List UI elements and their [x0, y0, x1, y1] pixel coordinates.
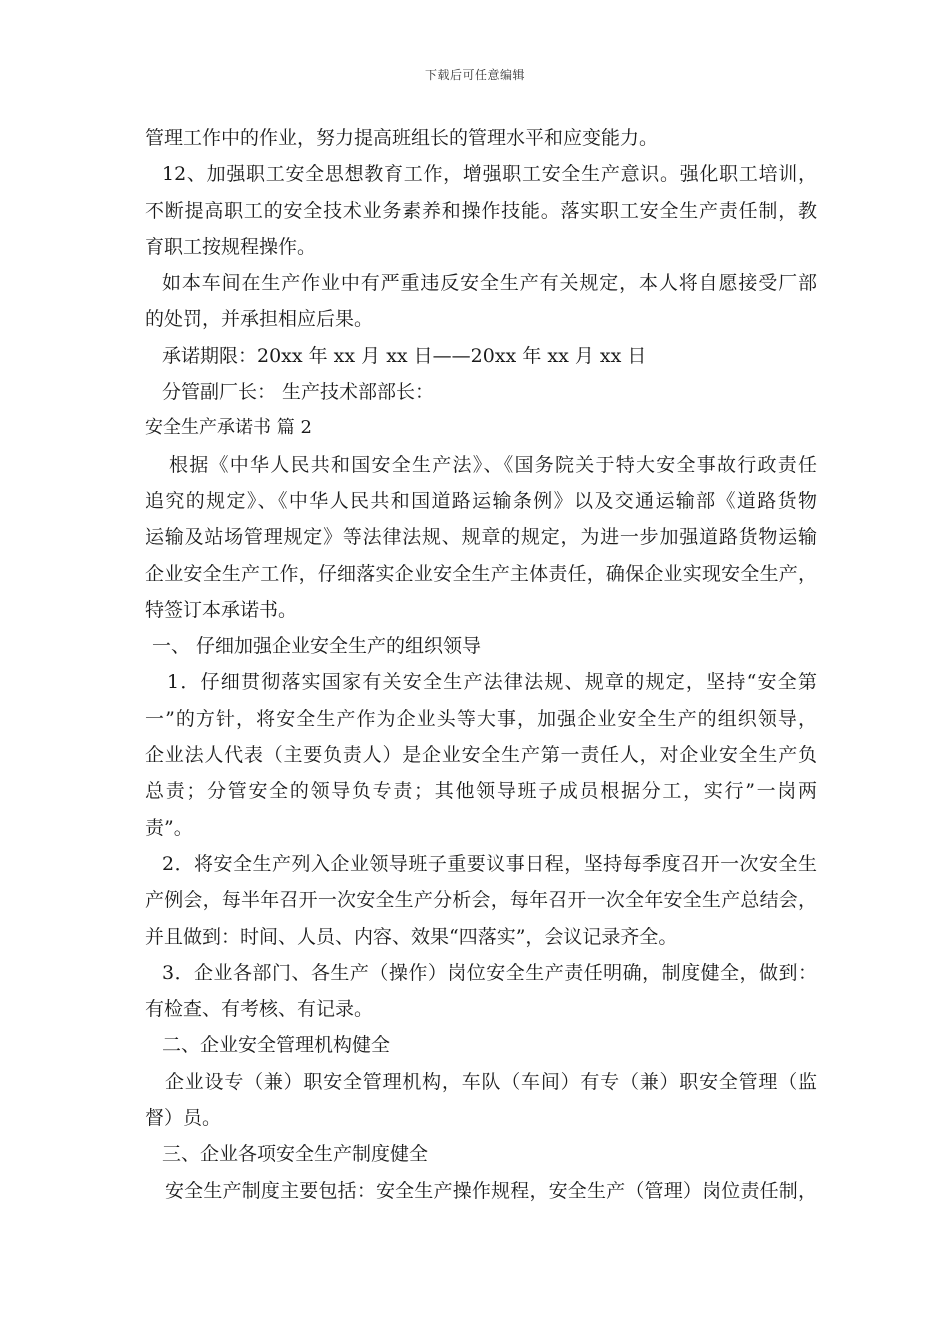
- text-line: 一”的方针，将安全生产作为企业头等大事，加强企业安全生产的组织领导，: [145, 707, 817, 730]
- text-line: 育职工按规程操作。: [145, 235, 317, 258]
- text-line: 不断提高职工的安全技术业务素养和操作技能。落实职工安全生产责任制，教: [145, 199, 817, 222]
- text-line: 有检查、有考核、有记录。: [145, 998, 374, 1021]
- text-line: 督）员。: [145, 1107, 222, 1130]
- section-heading: 一、 仔细加强企业安全生产的组织领导: [152, 635, 482, 658]
- page-header: 下载后可任意编辑: [424, 68, 525, 82]
- text-line: 管理工作中的作业，努力提高班组长的管理水平和应变能力。: [145, 127, 659, 149]
- text-line: 12、加强职工安全思想教育工作，增强职工安全生产意识。强化职工培训，: [162, 163, 817, 186]
- text-line: 责”。: [145, 816, 193, 839]
- text-line: 产例会，每半年召开一次安全生产分析会，每年召开一次全年安全生产总结会，: [145, 889, 817, 912]
- text-line: 根据《中华人民共和国安全生产法》、《国务院关于特大安全事故行政责任: [169, 453, 817, 476]
- text-line: 1．仔细贯彻落实国家有关安全生产法律法规、规章的规定，坚持“安全第: [167, 671, 817, 694]
- text-line: 分管副厂长： 生产技术部部长：: [162, 381, 435, 404]
- text-line: 总责；分管安全的领导负专责；其他领导班子成员根据分工，实行”一岗两: [145, 780, 817, 803]
- text-line: 如本车间在生产作业中有严重违反安全生产有关规定，本人将自愿接受厂部: [162, 272, 817, 295]
- document-body: [145, 120, 817, 1209]
- section-heading: 安全生产承诺书 篇 2: [145, 417, 312, 439]
- section-heading: 二、企业安全管理机构健全: [162, 1034, 391, 1057]
- text-line: 安全生产制度主要包括：安全生产操作规程，安全生产（管理）岗位责任制，: [165, 1179, 817, 1202]
- text-line: 的处罚，并承担相应后果。: [145, 308, 374, 331]
- text-line: 追究的规定》、《中华人民共和国道路运输条例》以及交通运输部《道路货物: [145, 489, 817, 512]
- text-line: 3．企业各部门、各生产（操作）岗位安全生产责任明确，制度健全，做到：: [162, 961, 817, 984]
- section-heading: 三、企业各项安全生产制度健全: [162, 1143, 429, 1166]
- text-line: 企业安全生产工作，仔细落实企业安全生产主体责任，确保企业实现安全生产，: [145, 562, 817, 585]
- text-line: 特签订本承诺书。: [145, 598, 298, 621]
- text-line: 运输及站场管理规定》等法律法规、规章的规定，为进一步加强道路货物运输: [145, 526, 817, 549]
- text-line: 承诺期限：20xx 年 xx 月 xx 日——20xx 年 xx 月 xx 日: [162, 344, 647, 367]
- text-line: 2．将安全生产列入企业领导班子重要议事日程，坚持每季度召开一次安全生: [162, 852, 817, 875]
- text-line: 企业法人代表（主要负责人）是企业安全生产第一责任人，对企业安全生产负: [145, 744, 817, 767]
- text-line: 企业设专（兼）职安全管理机构，车队（车间）有专（兼）职安全管理（监: [165, 1070, 817, 1093]
- text-line: 并且做到：时间、人员、内容、效果“四落实”，会议记录齐全。: [145, 925, 678, 948]
